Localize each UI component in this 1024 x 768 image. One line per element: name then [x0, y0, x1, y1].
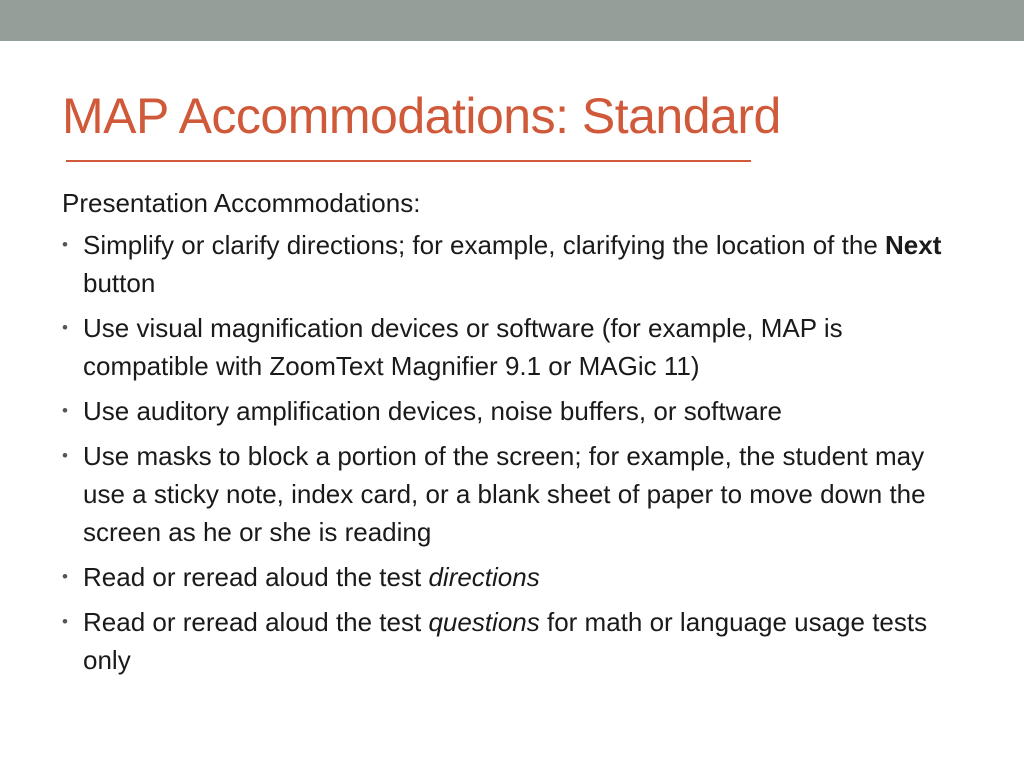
bullet-item: [62, 558, 962, 596]
top-accent-bar: [0, 0, 1024, 41]
bullet-icon: •: [62, 446, 68, 465]
bullet-text: Use masks to block a portion of the screen; for example, the student may use a sticky note, index card, or a blank sheet of paper to move down the screen as he or she is reading: [83, 441, 926, 547]
bullet-icon: •: [62, 235, 68, 254]
slide-body: [62, 184, 962, 686]
title-underline: [66, 160, 751, 162]
bullet-text: Use visual magnification devices or software (for example, MAP is compatible with ZoomText Magnifier 9.1 or MAGic 11): [83, 313, 843, 381]
bullet-text: button: [83, 268, 156, 298]
emphasis-directions: directions: [428, 562, 540, 592]
bullet-text: Read or reread aloud the test: [83, 607, 429, 637]
bullet-item: [62, 603, 962, 679]
bullet-item: [62, 226, 962, 302]
slide-title: MAP Accommodations: Standard: [62, 88, 781, 144]
bullet-text: Use auditory amplification devices, noise buffers, or software: [83, 396, 782, 426]
bullet-item: [62, 309, 962, 385]
emphasis-questions: questions: [428, 607, 540, 637]
bullet-icon: •: [62, 567, 68, 586]
next-button-label: Next: [885, 230, 942, 260]
bullet-icon: •: [62, 401, 68, 420]
bullet-list: [62, 226, 962, 679]
bullet-item: [62, 437, 962, 551]
bullet-item: [62, 392, 962, 430]
bullet-text: for math or language usage tests only: [83, 607, 928, 675]
bullet-text: Read or reread aloud the test: [83, 562, 429, 592]
intro-heading: Presentation Accommodations:: [62, 188, 421, 218]
bullet-text: Simplify or clarify directions; for example, clarifying the location of the: [83, 230, 886, 260]
bullet-icon: •: [62, 612, 68, 631]
bullet-icon: •: [62, 318, 68, 337]
